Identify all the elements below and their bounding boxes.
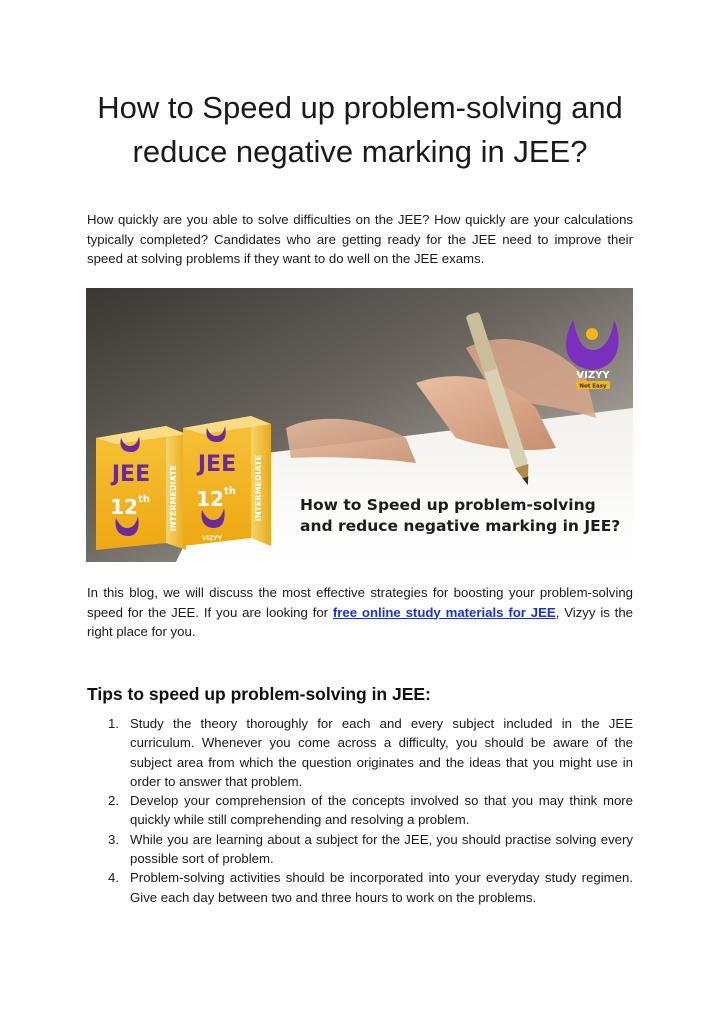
- box-side-text-right: INTERMEDIATE: [254, 454, 263, 522]
- list-item-text: Study the theory thoroughly for each and every subject included in the JEE curriculum. Whenever you come across a difficulty, you should be aware of the subject area from which the question originates and the ideas that you might use in order to answer that problem.: [130, 716, 633, 789]
- list-item: [87, 868, 633, 907]
- box-title-left: JEE: [111, 462, 151, 487]
- hero-caption-line-1: How to Speed up problem-solving: [300, 496, 596, 514]
- box-grade-left: 12: [110, 495, 138, 519]
- list-item: [87, 830, 633, 869]
- tips-list: [87, 714, 633, 907]
- box-grade-suffix-left: th: [138, 494, 150, 505]
- list-item-text: While you are learning about a subject for the JEE, you should practise solving every possible sort of problem.: [130, 831, 633, 867]
- list-item: [87, 714, 633, 791]
- jee-book-box-right: [183, 416, 271, 546]
- list-item-number: 1.: [108, 716, 119, 731]
- page-title: [60, 86, 660, 174]
- blog-paragraph: [87, 583, 633, 642]
- box-grade-suffix-right: th: [224, 486, 236, 497]
- box-side-text-left: INTERMEDIATE: [169, 464, 178, 532]
- list-item: [87, 791, 633, 830]
- list-item-text: Problem-solving activities should be incorporated into your everyday study regimen. Give each day between two and three hours to work on the problems.: [130, 870, 633, 905]
- list-item-number: 3.: [108, 831, 119, 847]
- list-item-number: 4.: [108, 870, 119, 886]
- study-materials-link[interactable]: free online study materials for JEE: [332, 604, 556, 620]
- vizyy-logo-tagline: Not Easy: [579, 383, 607, 390]
- list-item-text: Develop your comprehension of the concepts involved so that you may think more quickly while still comprehending and resolving a problem.: [130, 793, 633, 828]
- blog-text-after: , Vizyy is the right place for you.: [87, 604, 634, 639]
- blog-text-before: In this blog, we will discuss the most effective strategies for boosting your problem-solving speed for the JEE. If you are looking for: [87, 585, 633, 620]
- list-item-number: 2.: [108, 793, 119, 809]
- hero-banner-image: [86, 288, 633, 562]
- jee-book-box-left: [96, 426, 186, 550]
- page-title-line-2: reduce negative marking in JEE?: [132, 134, 588, 169]
- box-title-right: JEE: [197, 452, 237, 477]
- vizyy-logo-name: VIZYY: [576, 370, 610, 381]
- tips-heading: Tips to speed up problem-solving in JEE:: [87, 684, 431, 704]
- hero-caption-line-2: and reduce negative marking in JEE?: [300, 517, 621, 535]
- page-title-line-1: How to Speed up problem-solving and: [97, 90, 623, 125]
- box-grade-right: 12: [196, 487, 224, 511]
- box-brand-right: VIZYY: [202, 535, 222, 542]
- intro-paragraph: How quickly are you able to solve difficulties on the JEE? How quickly are your calculations typically completed? Candidates who are getting ready for the JEE need to improve their speed at solving problems if they want to do well on the JEE exams.: [87, 212, 633, 266]
